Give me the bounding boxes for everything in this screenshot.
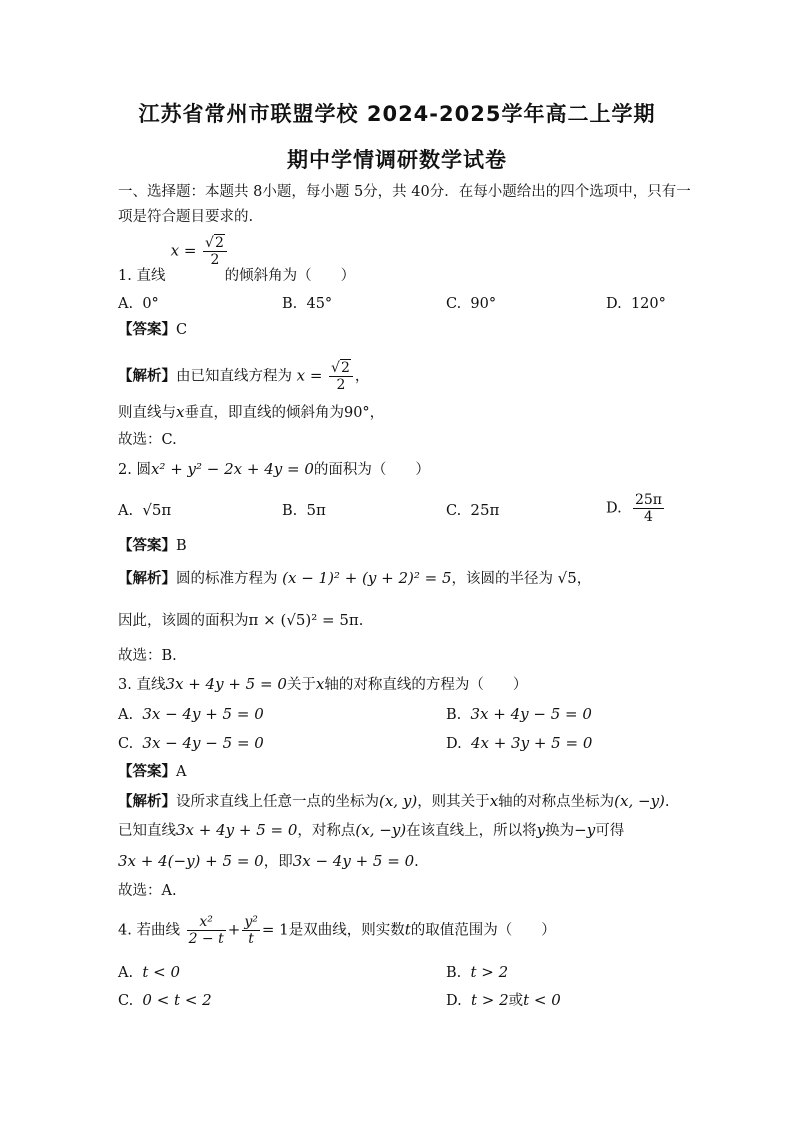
q2-stem: 2. 圆x² + y² − 2x + 4y = 0的面积为（ ） [118, 460, 430, 478]
q4-option-d: D. t > 2或t < 0 [446, 991, 561, 1009]
q3-analysis-line1: 【解析】设所求直线上任意一点的坐标为(x, y)，则其关于x轴的对称点坐标为(x, −y). [118, 792, 670, 810]
q3-analysis-line2: 已知直线3x + 4y + 5 = 0，对称点(x, −y)在该直线上，所以将y换为−y可得 [118, 821, 625, 839]
q3-answer: 【答案】A [118, 763, 187, 780]
q1-eq-den: 2 [210, 252, 220, 268]
q3-option-b: B. 3x + 4y − 5 = 0 [446, 705, 592, 723]
q3-option-a: A. 3x − 4y + 5 = 0 [118, 705, 264, 723]
q3-option-d: D. 4x + 3y + 5 = 0 [446, 734, 593, 752]
q1-eq-num: 2 [214, 235, 224, 251]
q1-number: 1. [118, 268, 132, 284]
q1-option-c: C. 90° [446, 296, 497, 312]
q2-analysis-line2: 因此，该圆的面积为π × (√5)² = 5π. [118, 611, 364, 629]
q2-option-b: B. 5π [282, 501, 326, 519]
q1-eq-lhs: x = [170, 241, 197, 260]
q4-stem: 4. 若曲线 $\frac{\text{x²}}{2 - t}$ + $\frac{\text{y²}}{t}$ = 1是双曲线，则实数t的取值范围为（ ） [118, 914, 556, 947]
q2-option-c: C. 25π [446, 501, 500, 519]
section-instructions-line2: 项是符合题目要求的. [118, 209, 254, 225]
q1-option-a: A. 0° [118, 296, 159, 312]
q4-option-b: B. t > 2 [446, 963, 509, 981]
q1-stem-pre: 直线 [136, 268, 166, 284]
q1-analysis-line2: 则直线与x垂直，即直线的倾斜角为90°， [118, 403, 385, 421]
q1-option-d: D. 120° [606, 296, 666, 312]
q2-answer: 【答案】B [118, 537, 187, 554]
q1-answer: 【答案】C [118, 321, 188, 338]
q1-equation-display [118, 235, 229, 268]
q3-conclusion: 故选：A. [118, 883, 177, 899]
q2-analysis-line1: 【解析】圆的标准方程为 (x − 1)² + (y + 2)² = 5，该圆的半径为 √5， [118, 569, 592, 587]
exam-title-line1: 江苏省常州市联盟学校 2024-2025学年高二上学期 [138, 102, 656, 126]
q1-stem-post: 的倾斜角为（ ） [224, 268, 356, 284]
q3-analysis-line3: 3x + 4(−y) + 5 = 0，即3x − 4y + 5 = 0. [118, 852, 419, 870]
q3-option-c: C. 3x − 4y − 5 = 0 [118, 734, 264, 752]
q1-eq-fraction: $\frac{√2}{2}$ [203, 235, 227, 268]
q4-option-c: C. 0 < t < 2 [118, 991, 212, 1009]
q2-option-d: D. $\frac{25\pi}{4}$ [606, 492, 662, 525]
q2-option-a: A. √5π [118, 501, 172, 519]
q4-option-a: A. t < 0 [118, 963, 180, 981]
q1-stem [118, 266, 355, 286]
q1-analysis-line1: 【解析】由已知直线方程为 x = $\frac{√2}{2}$ ， [118, 360, 370, 393]
section-instructions-line1: 一、选择题：本题共 8小题，每小题 5分，共 40分．在每小题给出的四个选项中，只有一 [118, 184, 691, 200]
q1-conclusion: 故选：C. [118, 432, 177, 448]
q3-stem: 3. 直线3x + 4y + 5 = 0关于x轴的对称直线的方程为（ ） [118, 675, 528, 693]
q1-option-b: B. 45° [282, 296, 333, 312]
exam-title-line2: 期中学情调研数学试卷 [287, 148, 507, 172]
q2-conclusion: 故选：B. [118, 648, 177, 664]
